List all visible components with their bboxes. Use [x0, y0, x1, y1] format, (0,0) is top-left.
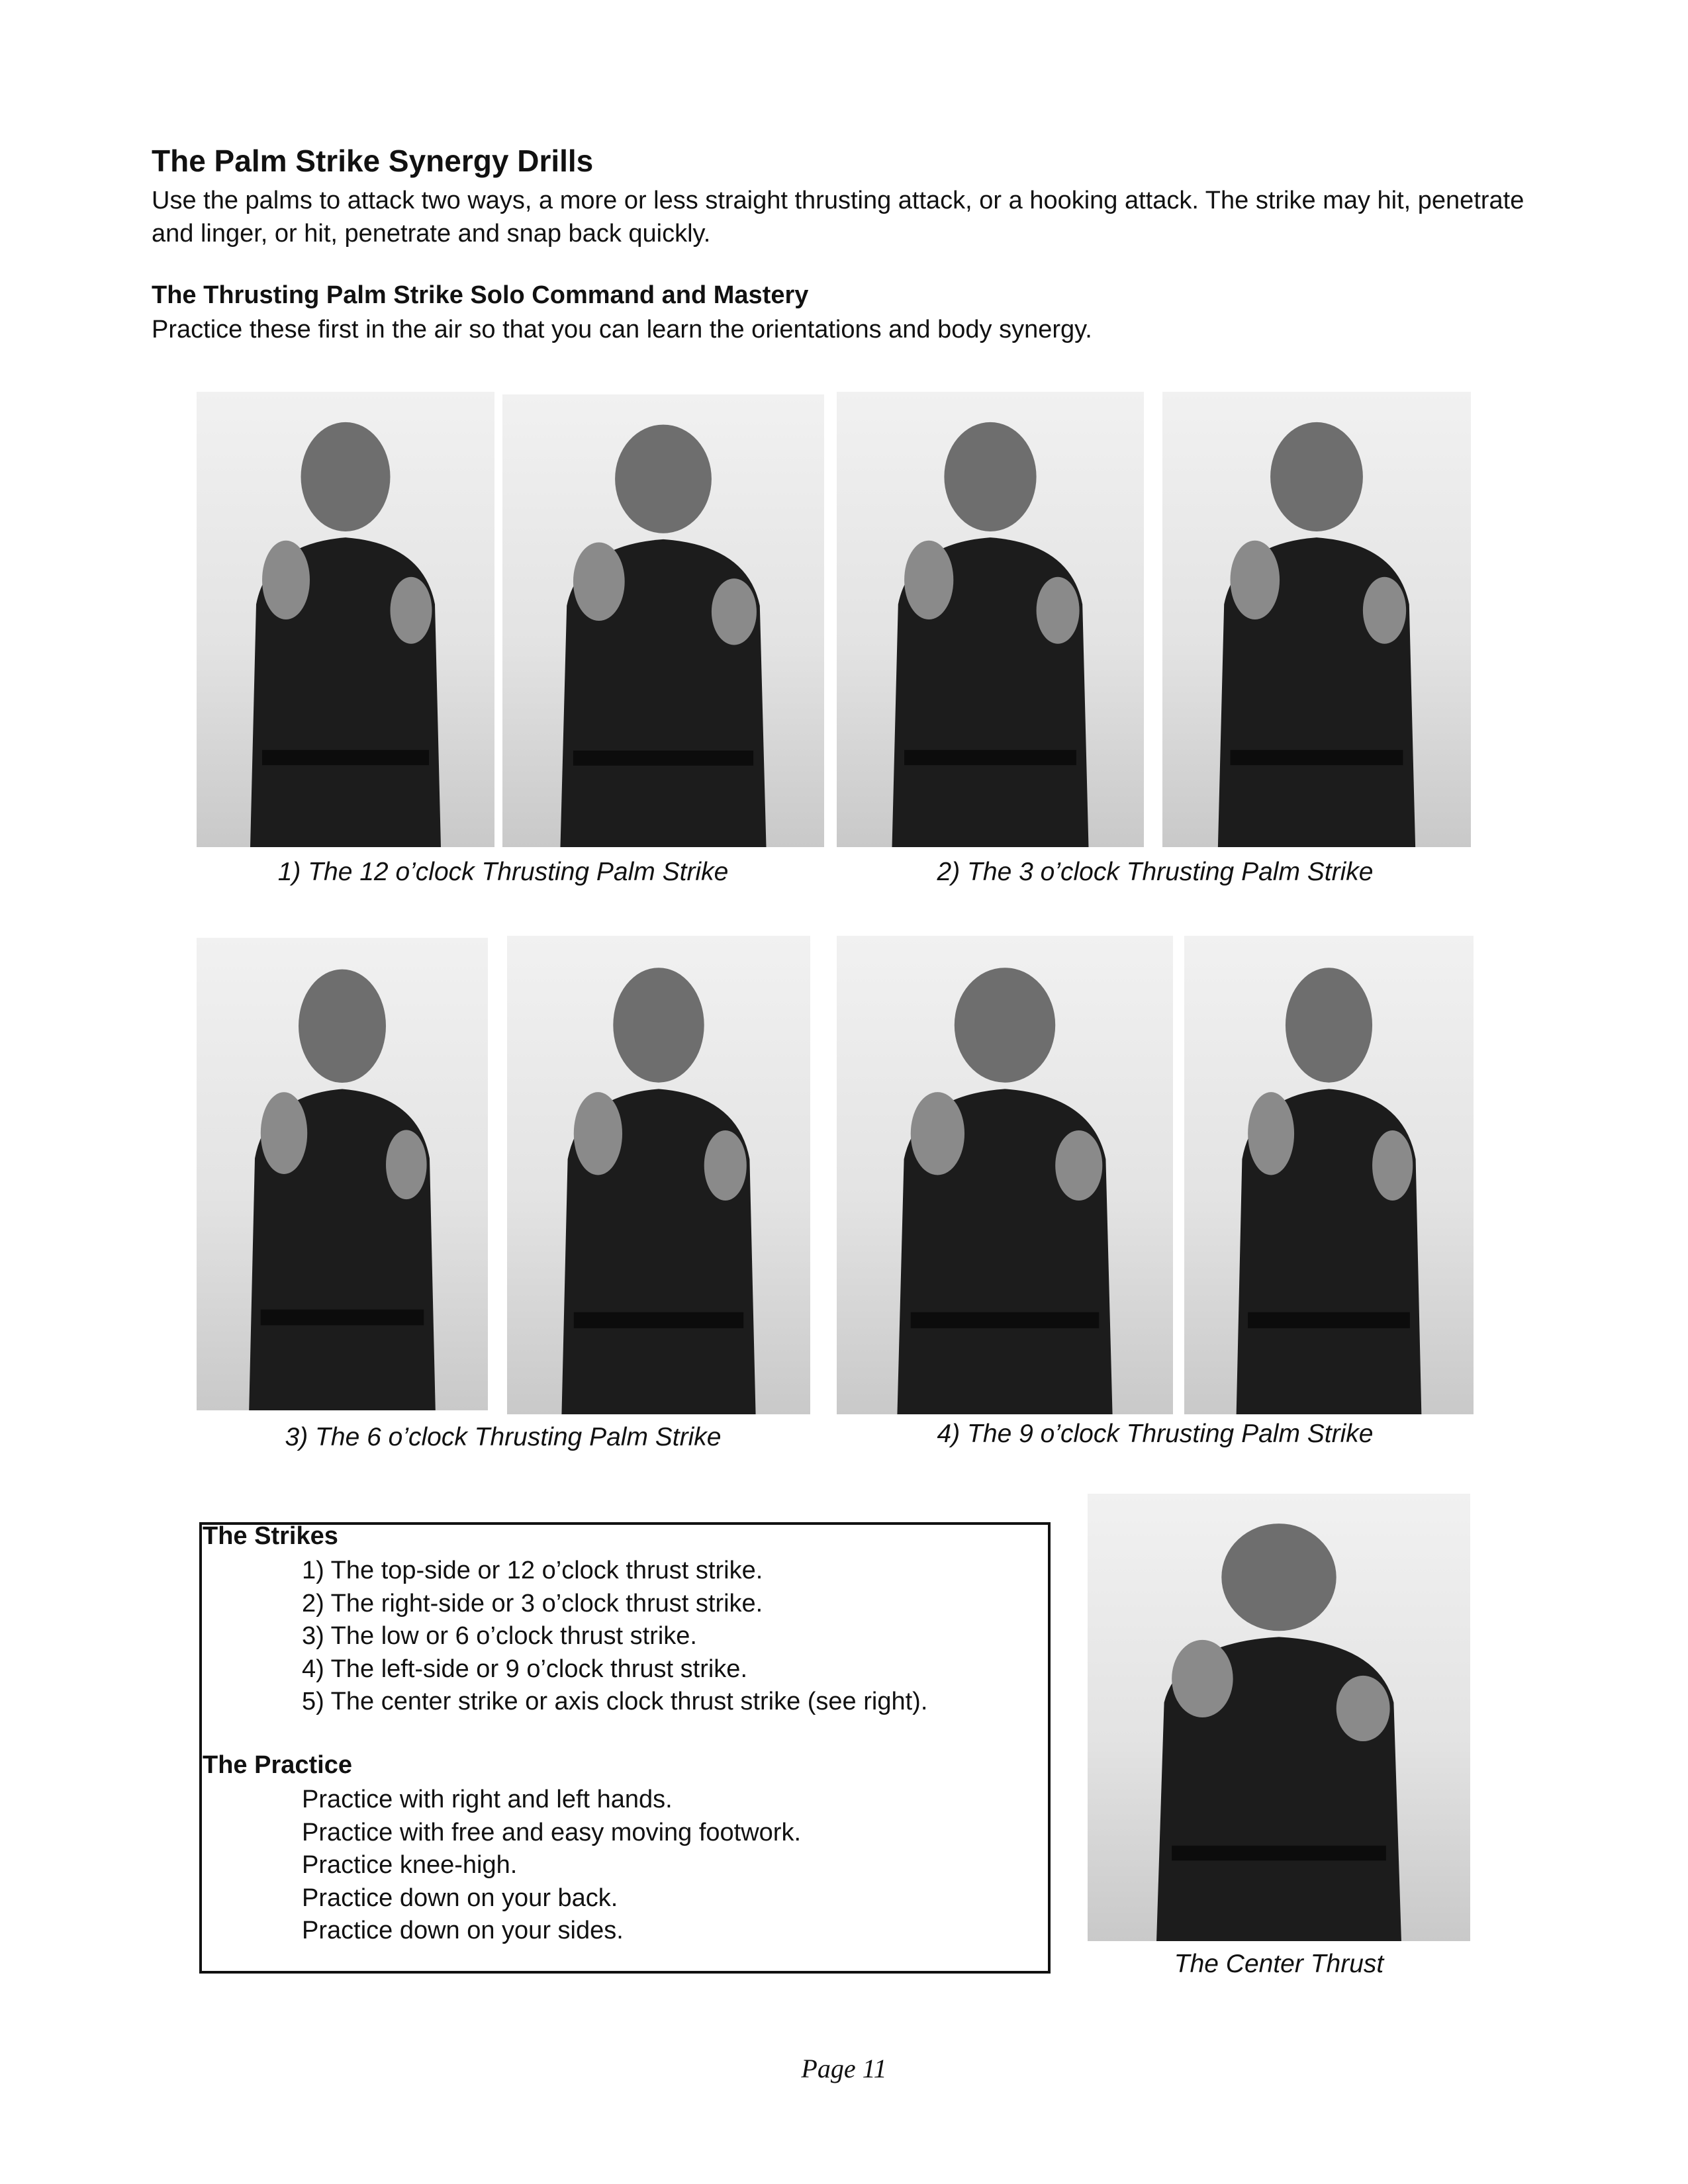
caption-9-oclock: 4) The 9 o’clock Thrusting Palm Strike: [937, 1420, 1374, 1448]
photo-12-oclock-a: [197, 392, 494, 847]
list-item: 5) The center strike or axis clock thrust strike (see right).: [302, 1688, 928, 1715]
figure-silhouette: [507, 936, 810, 1414]
photo-12-oclock-b: [502, 394, 824, 847]
section-heading: The Thrusting Palm Strike Solo Command and Mastery: [152, 281, 809, 309]
page-title: The Palm Strike Synergy Drills: [152, 144, 594, 178]
strikes-heading: The Strikes: [203, 1522, 338, 1550]
photo-9-oclock-a: [837, 936, 1173, 1414]
list-item: Practice with free and easy moving footwork.: [302, 1818, 802, 1846]
caption-center-thrust: The Center Thrust: [1174, 1950, 1384, 1978]
figure-silhouette: [197, 392, 494, 847]
list-item: Practice with right and left hands.: [302, 1786, 673, 1813]
list-item: Practice knee-high.: [302, 1851, 518, 1879]
list-item: 1) The top-side or 12 o’clock thrust strike.: [302, 1557, 763, 1584]
photo-3-oclock-a: [837, 392, 1144, 847]
caption-12-oclock: 1) The 12 o’clock Thrusting Palm Strike: [277, 858, 729, 886]
practice-list: [302, 1784, 801, 1948]
photo-9-oclock-b: [1184, 936, 1474, 1414]
photo-3-oclock-b: [1162, 392, 1471, 847]
list-item: Practice down on your sides.: [302, 1917, 624, 1944]
list-item: 2) The right-side or 3 o’clock thrust strike.: [302, 1589, 763, 1617]
list-item: 4) The left-side or 9 o’clock thrust strike.: [302, 1655, 747, 1683]
figure-silhouette: [1088, 1494, 1470, 1941]
intro-paragraph: Use the palms to attack two ways, a more or less straight thrusting attack, or a hooking attack. The strike may hit, penetrate and linger, or hit, penetrate and snap back quickly.: [152, 187, 1524, 248]
photo-6-oclock-a: [197, 938, 488, 1410]
figure-silhouette: [1162, 392, 1471, 847]
list-item: Practice down on your back.: [302, 1884, 618, 1912]
page-number: Page 11: [801, 2054, 887, 2083]
practice-heading: The Practice: [203, 1751, 352, 1779]
figure-silhouette: [837, 936, 1173, 1414]
photo-6-oclock-b: [507, 936, 810, 1414]
list-item: 3) The low or 6 o’clock thrust strike.: [302, 1622, 697, 1650]
section-intro: Practice these first in the air so that you can learn the orientations and body synergy.: [152, 316, 1092, 343]
figure-silhouette: [837, 392, 1144, 847]
figure-silhouette: [197, 938, 488, 1410]
figure-silhouette: [1184, 936, 1474, 1414]
caption-6-oclock: 3) The 6 o’clock Thrusting Palm Strike: [285, 1423, 722, 1451]
caption-3-oclock: 2) The 3 o’clock Thrusting Palm Strike: [937, 858, 1374, 886]
photo-center-thrust: [1088, 1494, 1470, 1941]
figure-silhouette: [502, 394, 824, 847]
strikes-list: [302, 1555, 927, 1719]
